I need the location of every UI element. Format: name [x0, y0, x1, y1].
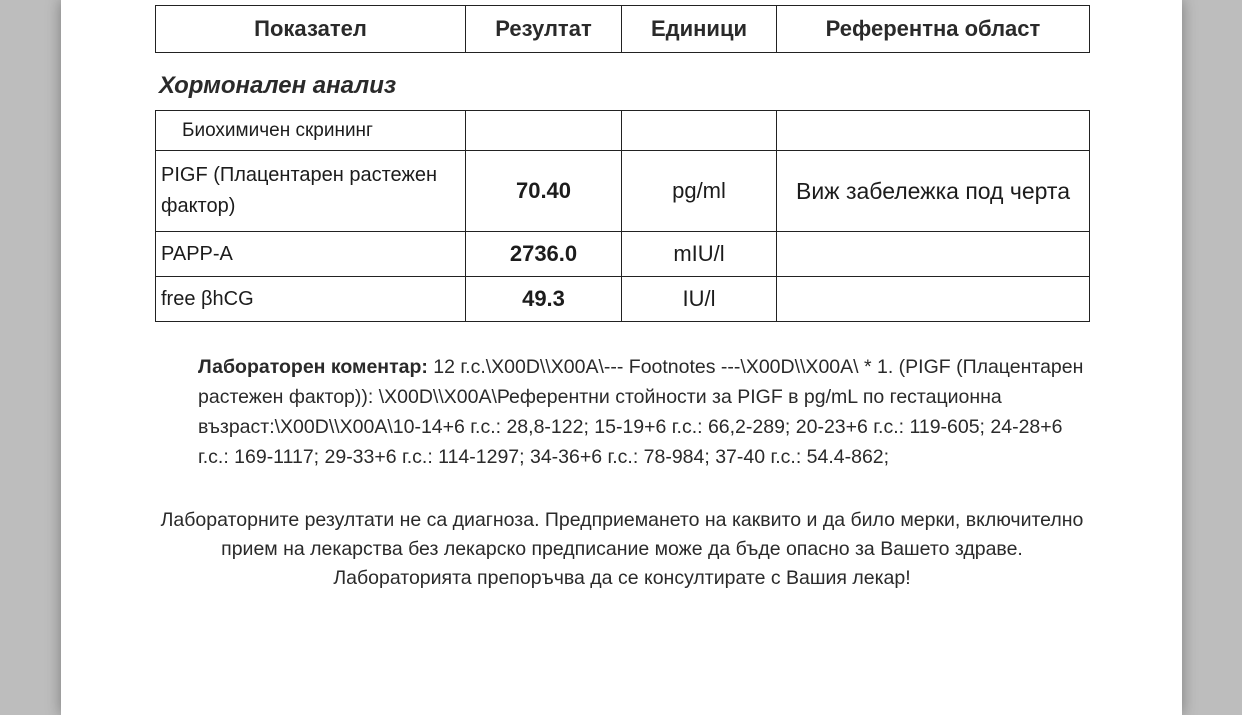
unit-value: pg/ml: [622, 151, 777, 232]
table-row: [156, 111, 1090, 151]
unit-value: IU/l: [622, 277, 777, 322]
results-header-table: [155, 5, 1090, 53]
indicator-name: free βhCG: [156, 277, 466, 322]
section-title: Хормонален анализ: [159, 72, 397, 99]
header-result: Резултат: [466, 6, 622, 53]
indicator-name: Биохимичен скрининг: [156, 111, 466, 151]
result-value: 2736.0: [466, 232, 622, 277]
document-page: [61, 0, 1182, 715]
table-row: [156, 277, 1090, 322]
indicator-name: PAPP-A: [156, 232, 466, 277]
result-value: 70.40: [466, 151, 622, 232]
result-value: [466, 111, 622, 151]
reference-value: [777, 232, 1090, 277]
header-indicator: Показател: [156, 6, 466, 53]
hormone-results-table: [155, 110, 1090, 322]
header-units: Единици: [622, 6, 777, 53]
unit-value: mIU/l: [622, 232, 777, 277]
reference-value: Виж забележка под черта: [777, 151, 1090, 232]
disclaimer: Лабораторните резултати не са диагноза. Предприемането на каквито и да било мерки, включително прием на лекарства без лекарско предписание може да бъде опасно за Вашето здраве. Лабораторията препоръчва да се консултирате с Вашия лекар!: [160, 509, 1084, 589]
lab-comment-text: 12 г.с.\X00D\\X00A\--- Footnotes ---\X00D\\X00A\ * 1. (PIGF (Плацентарен растежен фактор)): \X00D\\X00A\Референтни стойности за PIGF в pg/mL по гестационна възраст:\X00D\\X00A\10-14+6 г.с.: 28,8-122; 15-19+6 г.с.: 66,2-289; 20-23+6 г.с.: 119-605; 24-28+6 г.с.: 169-1117; 29-33+6 г.с.: 114-1297; 34-36+6 г.с.: 78-984; 37-40 г.с.: 54.4-862;: [198, 356, 1084, 468]
reference-value: [777, 111, 1090, 151]
lab-comment: [198, 352, 1098, 472]
header-reference-range: Референтна област: [777, 6, 1090, 53]
lab-comment-label: Лабораторен коментар:: [198, 356, 428, 378]
indicator-name: PIGF (Плацентарен растежен фактор): [156, 151, 466, 232]
table-row: [156, 151, 1090, 232]
header-row: [156, 6, 1090, 53]
reference-value: [777, 277, 1090, 322]
table-row: [156, 232, 1090, 277]
result-value: 49.3: [466, 277, 622, 322]
unit-value: [622, 111, 777, 151]
